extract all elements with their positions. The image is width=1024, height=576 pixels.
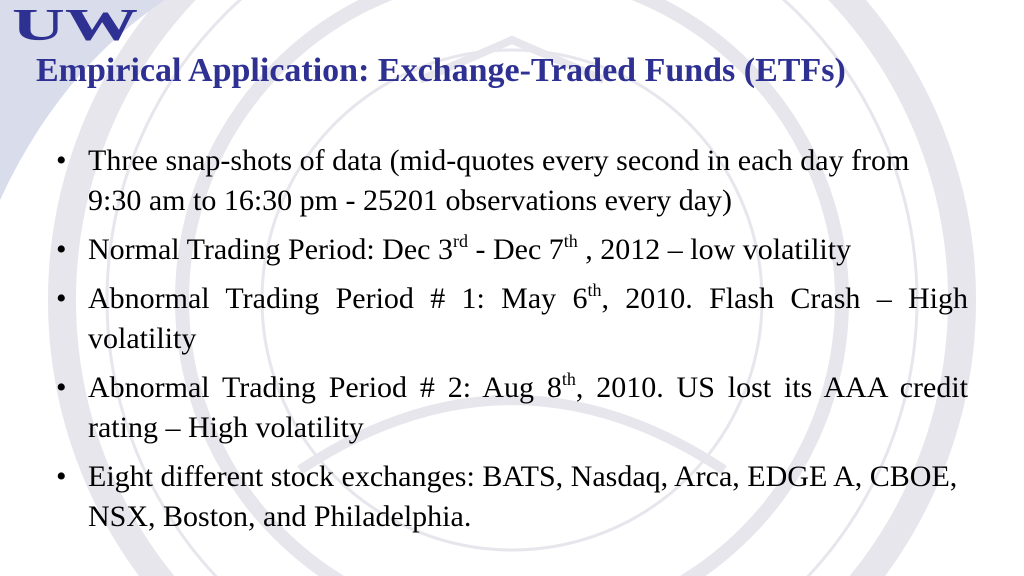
bullet-item-abnormal-period-2 <box>56 368 968 448</box>
ordinal-suffix: th <box>563 231 578 251</box>
bullet-item-normal-period <box>56 230 968 270</box>
bullet-text: Three snap-shots of data (mid-quotes every second in each day from 9:30 am to 16:30 pm - 25201 observations every day) <box>88 144 910 217</box>
bullet-icon: • <box>56 282 67 315</box>
bullet-list <box>56 141 968 546</box>
slide-title: Empirical Application: Exchange-Traded Funds (ETFs) <box>36 52 846 89</box>
bullet-text-post: , 2010. US lost its AAA credit rating – High volatility <box>88 371 968 444</box>
bullet-item-data-snapshots <box>56 141 968 221</box>
ordinal-suffix: rd <box>452 231 468 251</box>
bullet-text-pre: Normal Trading Period: Dec 3 <box>88 233 453 266</box>
bullet-text-pre: Abnormal Trading Period # 2: Aug 8 <box>88 371 562 404</box>
bullet-text-post: , 2012 – low volatility <box>577 233 852 266</box>
bullet-text: Eight different stock exchanges: BATS, Nasdaq, Arca, EDGE A, CBOE, NSX, Boston, and Philadelphia. <box>88 460 958 533</box>
bullet-item-exchanges <box>56 457 968 537</box>
bullet-icon: • <box>56 371 67 404</box>
bullet-icon: • <box>56 144 67 177</box>
bullet-text-pre: Abnormal Trading Period # 1: May 6 <box>88 282 588 315</box>
logo-text: UW <box>12 0 138 50</box>
ordinal-suffix: th <box>561 369 576 389</box>
bullet-item-abnormal-period-1 <box>56 279 968 359</box>
bullet-icon: • <box>56 460 67 493</box>
ordinal-suffix: th <box>587 280 602 300</box>
bullet-text-mid: - Dec 7 <box>467 233 564 266</box>
bullet-icon: • <box>56 233 67 266</box>
bullet-text-post: , 2010. Flash Crash – High volatility <box>88 282 968 355</box>
uw-logo <box>8 0 148 52</box>
